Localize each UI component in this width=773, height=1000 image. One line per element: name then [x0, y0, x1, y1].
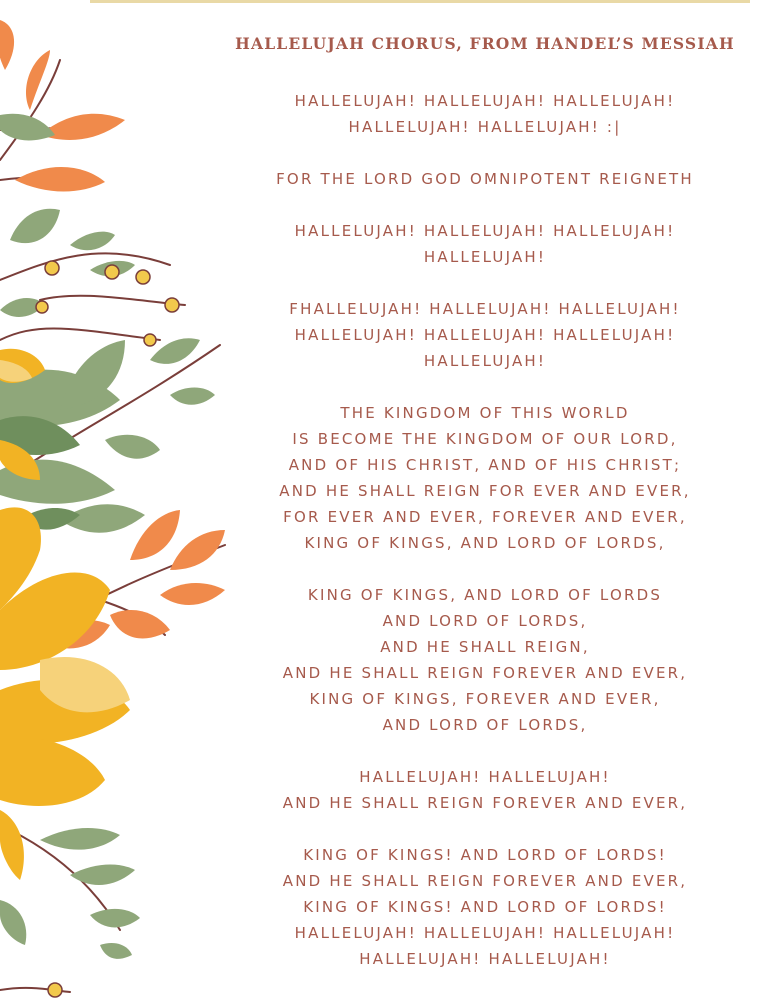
lyric-line: KING OF KINGS, AND LORD OF LORDS, [304, 534, 666, 552]
lyric-line: KING OF KINGS, AND LORD OF LORDS [307, 586, 663, 604]
lyric-line: AND HE SHALL REIGN FOR EVER AND EVER, [279, 482, 691, 500]
stanza [215, 218, 755, 270]
lyric-line: AND HE SHALL REIGN FOREVER AND EVER, [282, 664, 688, 682]
lyric-line: FOR EVER AND EVER, FOREVER AND EVER, [283, 508, 687, 526]
lyric-line: HALLELUJAH! HALLELUJAH! [359, 768, 611, 786]
lyric-line: AND HE SHALL REIGN FOREVER AND EVER, [282, 872, 688, 890]
lyric-line: HALLELUJAH! HALLELUJAH! HALLELUJAH! [294, 92, 676, 110]
lyric-line: AND OF HIS CHRIST, AND OF HIS CHRIST; [288, 456, 682, 474]
page-title: HALLELUJAH CHORUS, FROM HANDEL’S MESSIAH [235, 34, 735, 53]
lyric-line: THE KINGDOM OF THIS WORLD [340, 404, 630, 422]
lyric-line: AND HE SHALL REIGN FOREVER AND EVER, [282, 794, 688, 812]
lyric-line: KING OF KINGS! AND LORD OF LORDS! [303, 846, 667, 864]
lyric-line: KING OF KINGS! AND LORD OF LORDS! [303, 898, 667, 916]
stanza [215, 582, 755, 738]
lyric-line: KING OF KINGS, FOREVER AND EVER, [309, 690, 661, 708]
lyric-line: HALLELUJAH! HALLELUJAH! HALLELUJAH! [294, 924, 676, 942]
lyric-line: HALLELUJAH! HALLELUJAH! HALLELUJAH! [294, 222, 676, 240]
stanza [215, 764, 755, 816]
lyric-line: AND HE SHALL REIGN, [380, 638, 590, 656]
lyric-line: IS BECOME THE KINGDOM OF OUR LORD, [292, 430, 678, 448]
lyric-line: AND LORD OF LORDS, [382, 612, 588, 630]
lyric-line: HALLELUJAH! [423, 248, 547, 266]
lyric-line: HALLELUJAH! HALLELUJAH! :| [348, 118, 622, 136]
stanza [215, 400, 755, 556]
lyrics [215, 88, 755, 998]
lyric-line: HALLELUJAH! HALLELUJAH! HALLELUJAH! [294, 326, 676, 344]
lyric-line: AND LORD OF LORDS, [382, 716, 588, 734]
stanza [215, 166, 755, 192]
stanza [215, 842, 755, 972]
stanza [215, 88, 755, 140]
stanza [215, 296, 755, 374]
lyric-line: HALLELUJAH! HALLELUJAH! [359, 950, 611, 968]
lyric-line: FHALLELUJAH! HALLELUJAH! HALLELUJAH! [289, 300, 681, 318]
lyric-line: FOR THE LORD GOD OMNIPOTENT REIGNETH [276, 170, 694, 188]
lyric-line: HALLELUJAH! [423, 352, 547, 370]
